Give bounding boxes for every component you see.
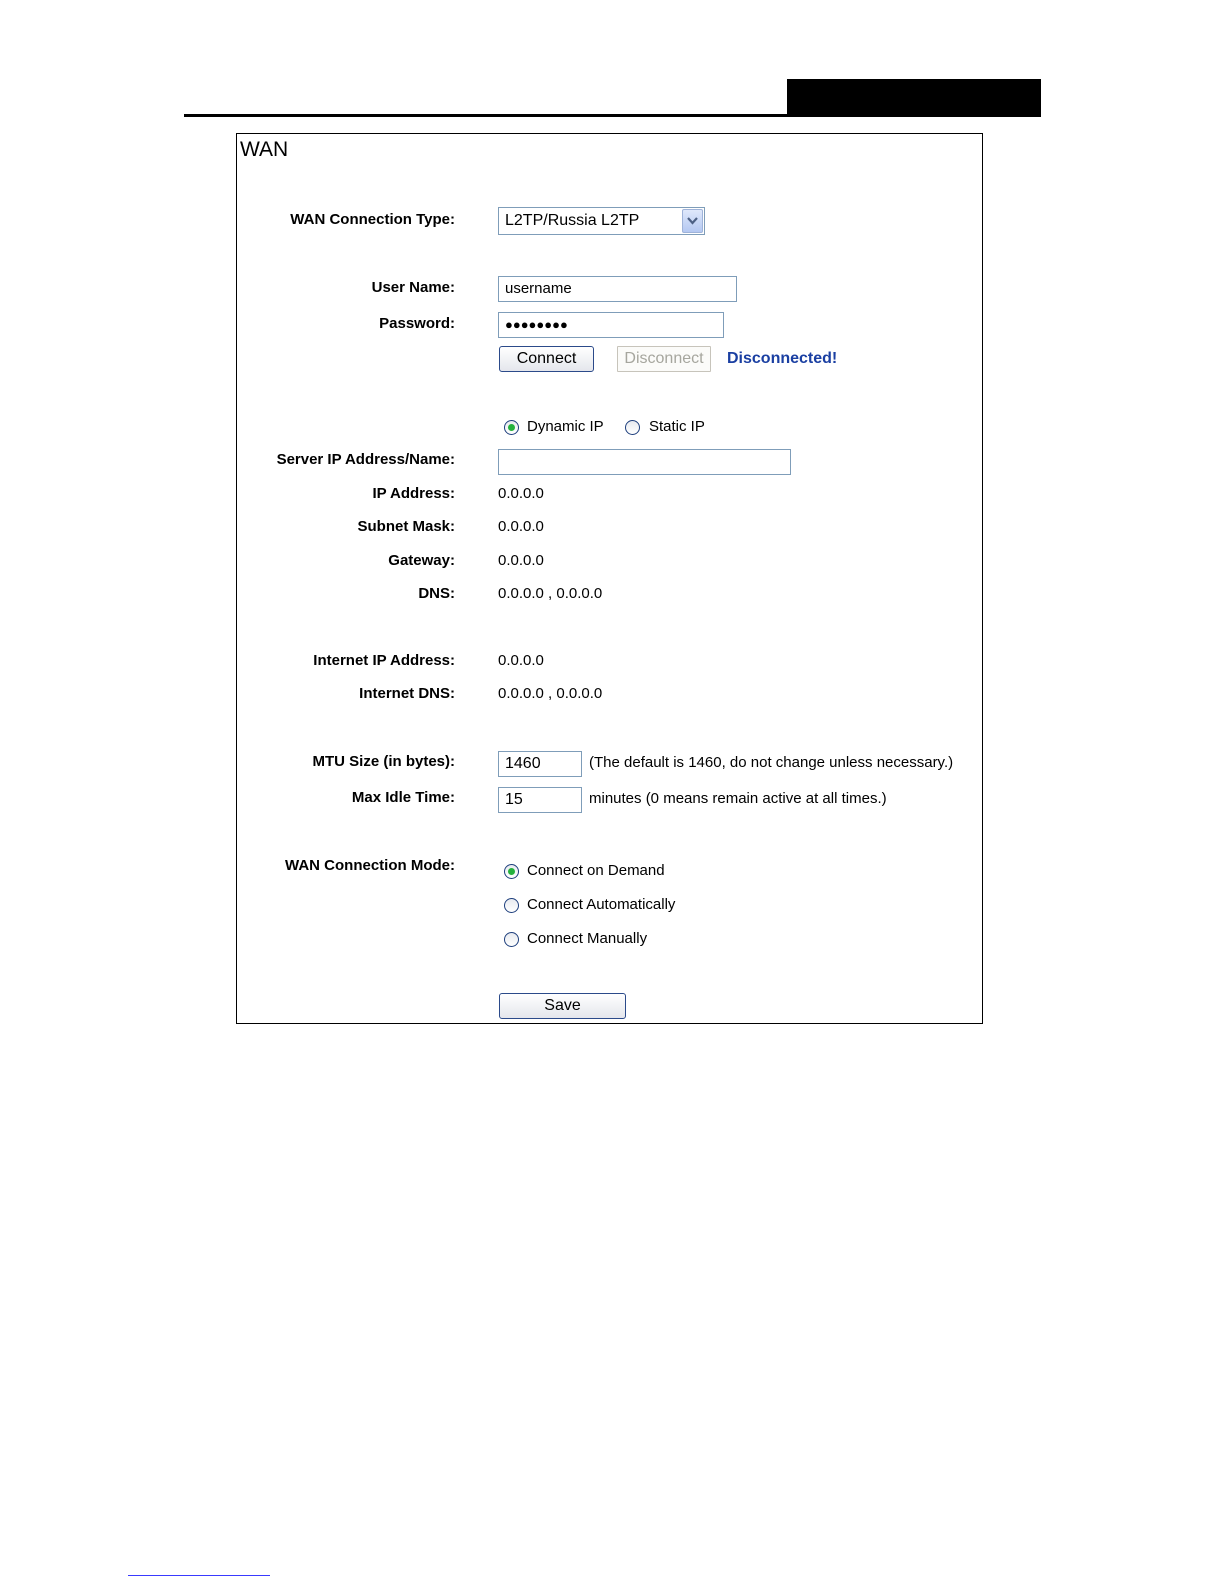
dynamic-ip-label: Dynamic IP bbox=[527, 418, 604, 435]
user-name-label: User Name: bbox=[371, 279, 455, 296]
connect-manually-label: Connect Manually bbox=[527, 930, 648, 947]
user-name-input[interactable]: username bbox=[498, 276, 737, 302]
mtu-note: (The default is 1460, do not change unless necessary.) bbox=[589, 754, 954, 771]
password-input[interactable]: ●●●●●●●● bbox=[498, 312, 724, 338]
header-rule bbox=[184, 114, 1041, 117]
connect-automatically-radio[interactable] bbox=[504, 898, 519, 913]
static-ip-label: Static IP bbox=[649, 418, 705, 435]
connect-manually-radio[interactable] bbox=[504, 932, 519, 947]
internet-dns-value: 0.0.0.0 , 0.0.0.0 bbox=[498, 685, 603, 702]
subnet-mask-value: 0.0.0.0 bbox=[498, 518, 544, 535]
idle-time-input[interactable]: 15 bbox=[498, 787, 582, 813]
ip-address-label: IP Address: bbox=[372, 485, 455, 502]
connection-mode-label: WAN Connection Mode: bbox=[285, 857, 455, 874]
connect-button[interactable]: Connect bbox=[499, 346, 594, 372]
save-button[interactable]: Save bbox=[499, 993, 626, 1019]
connection-type-select[interactable] bbox=[498, 207, 705, 235]
connection-status: Disconnected! bbox=[727, 350, 838, 367]
gateway-value: 0.0.0.0 bbox=[498, 552, 544, 569]
subnet-mask-label: Subnet Mask: bbox=[357, 518, 455, 535]
page-title: WAN bbox=[240, 138, 289, 161]
chevron-down-icon[interactable] bbox=[682, 209, 703, 233]
connection-type-value: L2TP/Russia L2TP bbox=[505, 212, 640, 229]
static-ip-radio[interactable] bbox=[625, 420, 640, 435]
dns-label: DNS: bbox=[418, 585, 455, 602]
footer-line bbox=[128, 1575, 270, 1576]
internet-dns-label: Internet DNS: bbox=[359, 685, 455, 702]
idle-time-note: minutes (0 means remain active at all times.) bbox=[589, 790, 887, 807]
server-ip-input[interactable] bbox=[498, 449, 791, 475]
idle-time-label: Max Idle Time: bbox=[351, 789, 455, 806]
dynamic-ip-radio[interactable] bbox=[504, 420, 519, 435]
connect-on-demand-label: Connect on Demand bbox=[527, 862, 665, 879]
password-label: Password: bbox=[379, 315, 455, 332]
connect-on-demand-radio[interactable] bbox=[504, 864, 519, 879]
internet-ip-value: 0.0.0.0 bbox=[498, 652, 544, 669]
gateway-label: Gateway: bbox=[388, 552, 455, 569]
server-ip-label: Server IP Address/Name: bbox=[276, 451, 455, 468]
connection-type-label: WAN Connection Type: bbox=[290, 211, 455, 228]
internet-ip-label: Internet IP Address: bbox=[313, 652, 455, 669]
mtu-input[interactable]: 1460 bbox=[498, 751, 582, 777]
mtu-label: MTU Size (in bytes): bbox=[312, 753, 455, 770]
header-block bbox=[787, 79, 1041, 115]
disconnect-button[interactable]: Disconnect bbox=[617, 346, 711, 372]
connect-automatically-label: Connect Automatically bbox=[527, 896, 676, 913]
wan-panel bbox=[236, 133, 983, 1024]
ip-address-value: 0.0.0.0 bbox=[498, 485, 544, 502]
dns-value: 0.0.0.0 , 0.0.0.0 bbox=[498, 585, 603, 602]
